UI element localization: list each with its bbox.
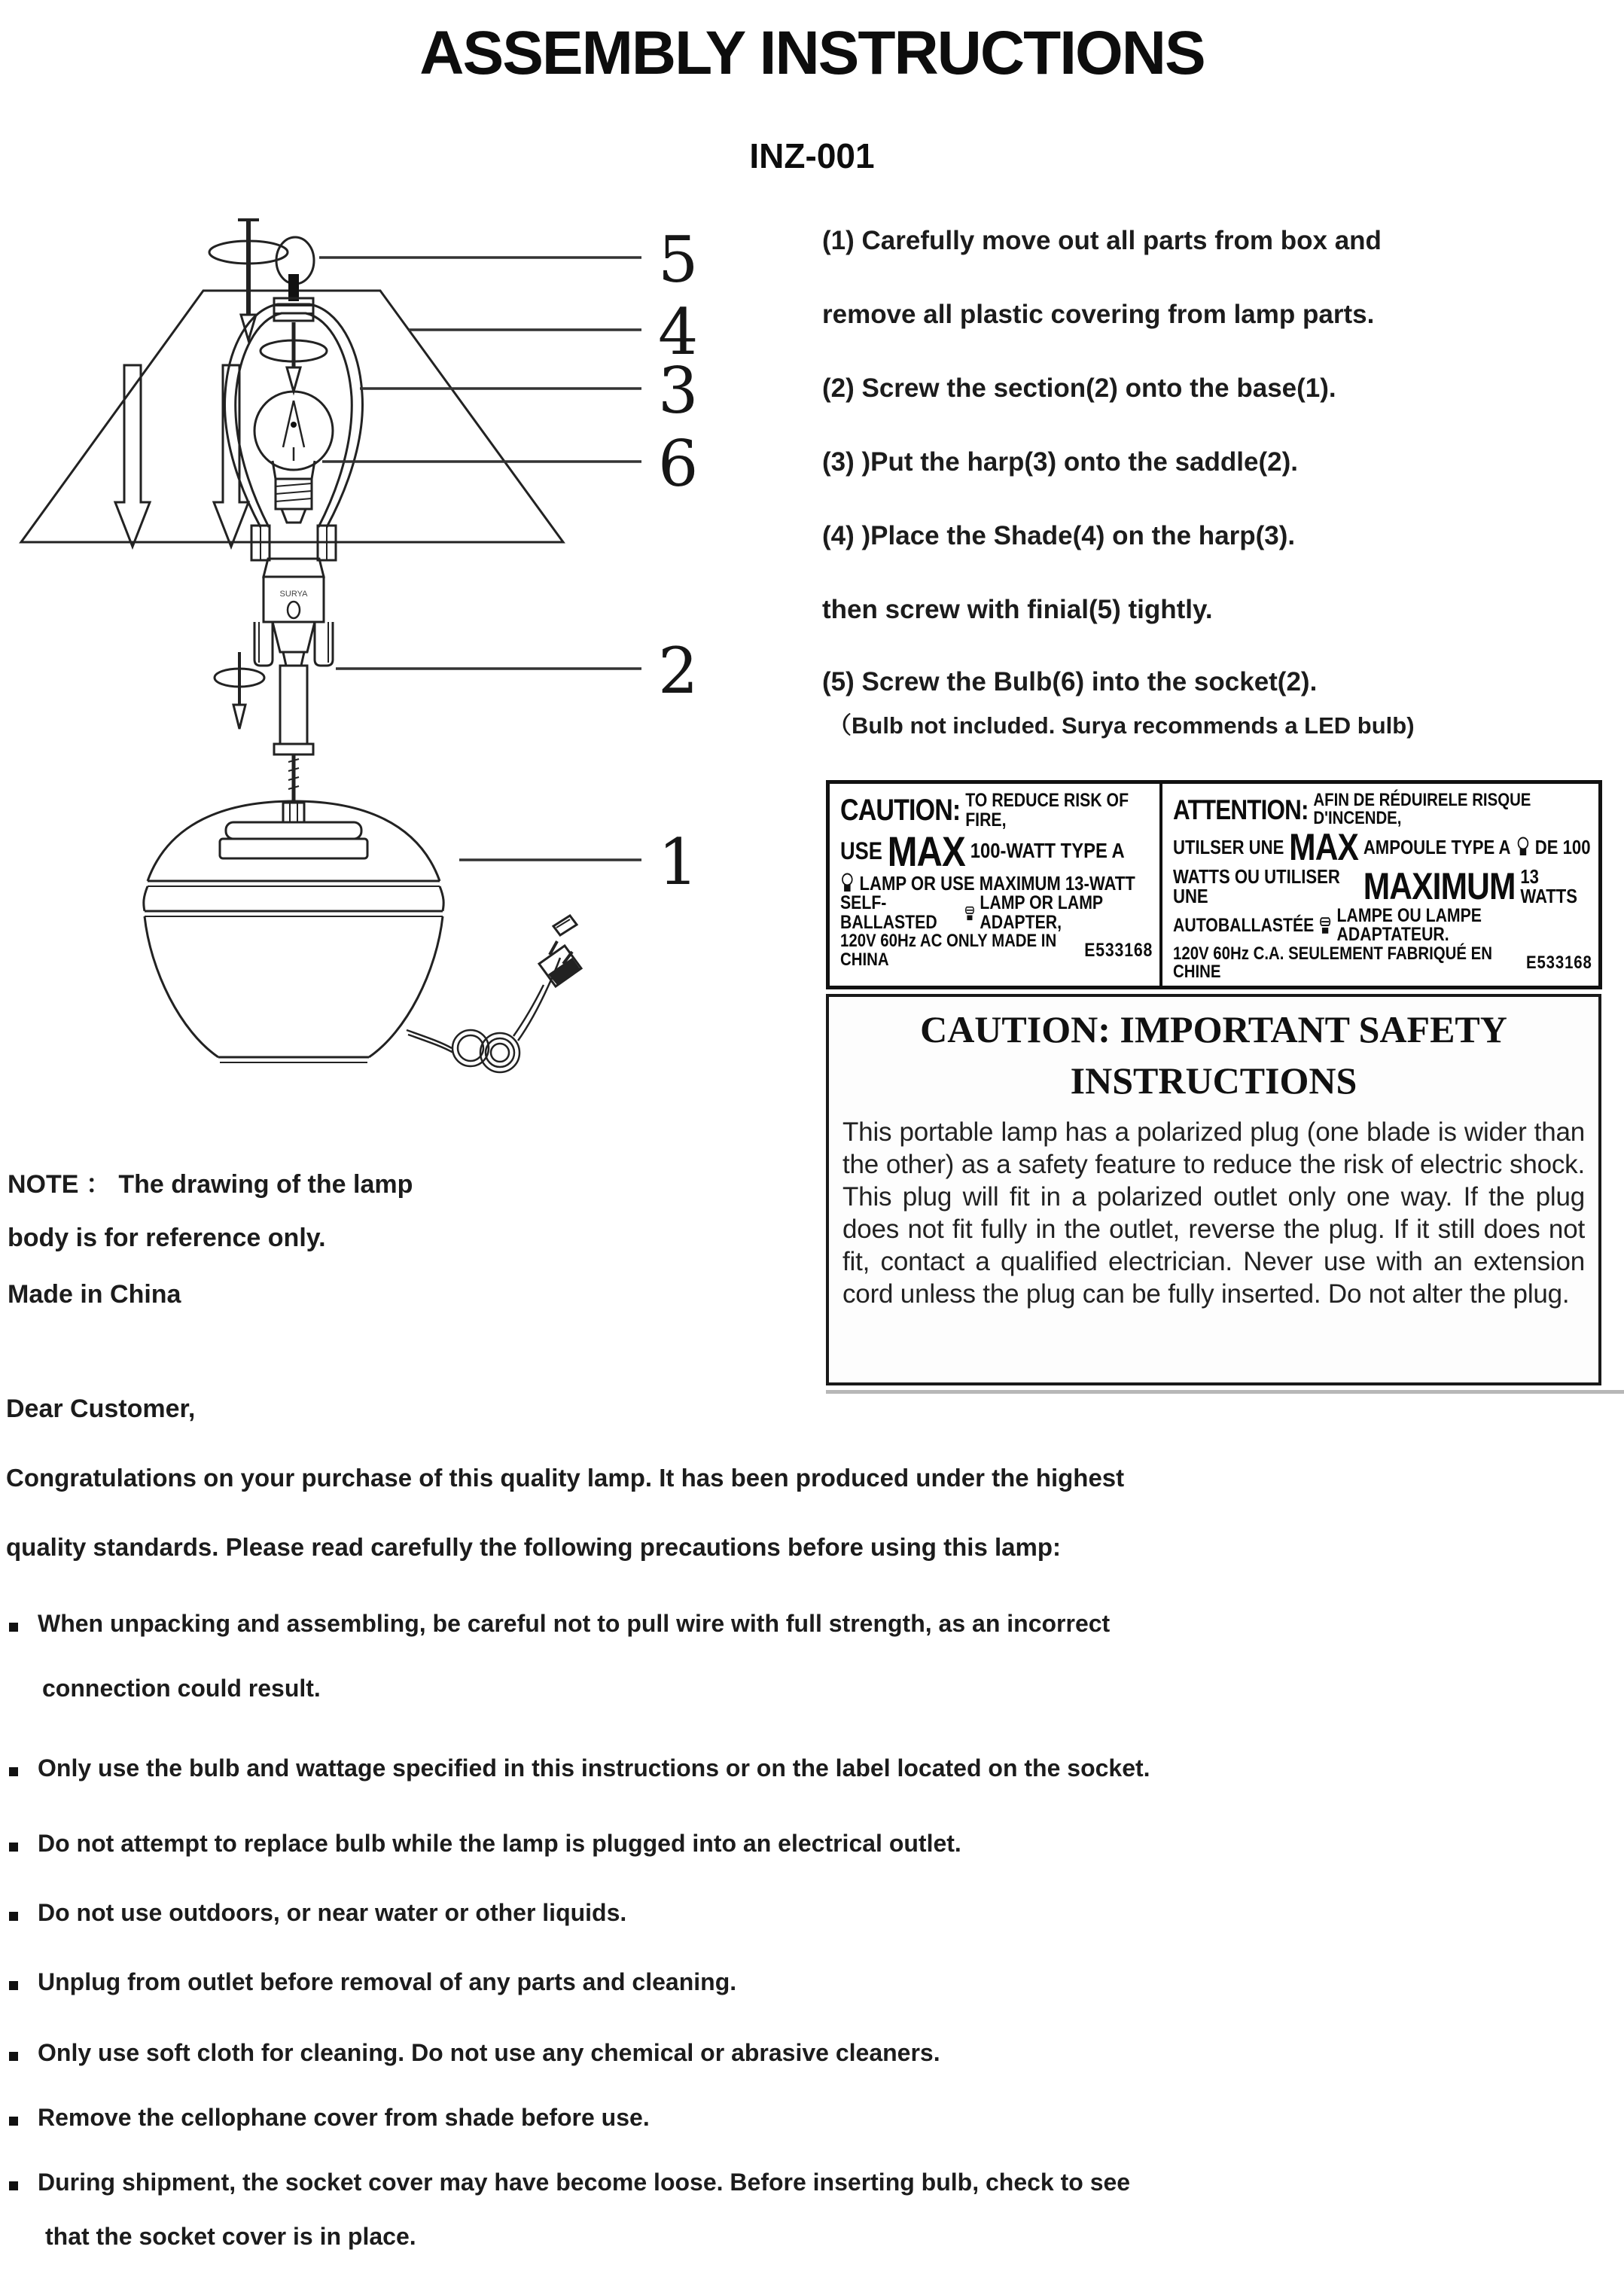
precaution-item: Do not attempt to replace bulb while the lamp is plugged into an electrical outlet. [9,1830,961,1858]
safety-heading-line2: INSTRUCTIONS [1070,1059,1357,1102]
step-line-1: (1) Carefully move out all parts from box and [822,226,1382,255]
step-line-3: (2) Screw the section(2) onto the base(1). [822,373,1336,403]
step-line-6: then screw with finial(5) tightly. [822,595,1213,624]
caution-en-cert: E533168 [1084,939,1153,961]
threaded-rod [283,754,304,822]
bullet-square-icon [9,1623,18,1632]
socket-brand-label: SURYA [279,590,308,599]
precaution-item: Only use the bulb and wattage specified in this instructions or on the label located on the socket. [9,1754,1150,1782]
step-line-4: (3) )Put the harp(3) onto the saddle(2). [822,447,1298,477]
page-title: ASSEMBLY INSTRUCTIONS [419,19,1205,87]
safety-body-text: This portable lamp has a polarized plug (one blade is wider than the other) as a safety feature to reduce the risk of electric shock. This plug will fit in a polarized outlet only one way. If the plug does not fit fully in the outlet, reverse the plug. If it still does not fit, contact a qualified electrician. Never use with an extension cord unless the plug can be fully inserted. Do not alter the plug. [842,1117,1585,1309]
caution-en-line5: 120V 60Hz AC ONLY MADE IN CHINA [840,931,1057,970]
precaution-item-continued: that the socket cover is in place. [45,2223,416,2250]
rotate-arrow-icon [261,322,327,392]
caution-en-line1: TO REDUCE RISK OF FIRE, [965,790,1129,831]
cfl-bulb-icon [964,903,974,924]
precaution-item: When unpacking and assembling, be careful not to pull wire with full strength, as an incorrect [9,1610,1110,1638]
step-line-2: remove all plastic covering from lamp parts. [822,300,1375,329]
caution-label-french [1162,784,1598,986]
bullet-square-icon [9,2181,18,2190]
precaution-item-continued: connection could result. [42,1675,321,1702]
caution-en-line3: LAMP OR USE MAXIMUM 13-WATT [859,871,1135,895]
part-label-harp: 3 [658,354,699,428]
precaution-item: Only use soft cloth for cleaning. Do not use any chemical or abrasive cleaners. [9,2039,940,2067]
caution-label-english [830,784,1162,986]
part-label-shade: 4 [658,295,699,369]
caution-fr-max: MAX [1289,825,1359,868]
bullet-square-icon [9,1981,18,1990]
cfl-bulb-icon [1319,915,1332,936]
bulb-icon [1516,837,1530,858]
precaution-item: Remove the cellophane cover from shade before use. [9,2104,650,2132]
caution-fr-line4b: LAMPE OU LAMPE ADAPTATEUR. [1336,904,1482,946]
caution-en-max: MAX [887,828,965,875]
bullet-square-icon [9,2117,18,2126]
part-label-base: 1 [658,825,699,899]
caution-fr-line1: AFIN DE RÉDUIRELE RISQUE D'INCENDE, [1313,790,1531,829]
caution-fr-cert: E533168 [1526,953,1592,974]
power-cord [407,958,560,1072]
caution-fr-line3b: 13 WATTS [1520,864,1578,908]
bullet-square-icon [9,1767,18,1776]
caution-fr-line4a: AUTOBALLASTÉE [1173,914,1315,936]
safety-heading-line1: CAUTION: IMPORTANT SAFETY [920,1008,1507,1050]
bullet-square-icon [9,1843,18,1852]
part-label-finial: 5 [658,223,699,297]
step-line-8: （Bulb not included. Surya recommends a LED bulb) [828,712,1415,739]
part-label-bulb: 6 [658,427,699,501]
bulb-icon [840,873,855,894]
note-line-3: Made in China [8,1280,181,1309]
customer-line-1: Congratulations on your purchase of this quality lamp. It has been produced under the highest [6,1464,1125,1492]
caution-en-use: USE [840,837,882,865]
safety-instructions-box [826,994,1601,1385]
model-number: INZ-001 [749,136,875,175]
step-line-5: (4) )Place the Shade(4) on the harp(3). [822,521,1296,550]
lamp-assembly-diagram [0,211,753,1152]
caution-rating-label [826,780,1602,989]
customer-greeting: Dear Customer, [6,1395,196,1423]
caution-fr-line2b: AMPOULE TYPE A [1363,836,1511,859]
caution-word: CAUTION: [840,794,961,828]
precaution-item: Do not use outdoors, or near water or other liquids. [9,1899,626,1927]
bulb-part [254,392,333,523]
part-label-section: 2 [658,634,699,708]
bullet-square-icon [9,2052,18,2061]
attention-word: ATTENTION: [1173,794,1309,825]
note-line-2: body is for reference only. [8,1224,326,1252]
scan-shadow-line [826,1390,1624,1394]
caution-fr-line5: 120V 60Hz C.A. SEULEMENT FABRIQUÉ EN CHINE [1173,943,1492,983]
lamp-base-part [144,801,443,1062]
caution-en-line4b: LAMP OR LAMP ADAPTER, [980,892,1103,933]
socket-part [254,559,333,754]
precaution-item: Unplug from outlet before removal of any parts and cleaning. [9,1968,736,1996]
down-arrow-icon [115,365,150,547]
precaution-item: During shipment, the socket cover may have become loose. Before inserting bulb, check to see [9,2169,1130,2196]
plug-icon [539,916,581,986]
caution-en-line4a: SELF-BALLASTED [840,892,937,933]
caution-fr-line2a: UTILSER UNE [1173,836,1284,859]
customer-line-2: quality standards. Please read carefully the following precautions before using this lamp: [6,1533,1061,1561]
bullet-square-icon [9,1912,18,1921]
caution-fr-maximum: MAXIMUM [1363,864,1516,907]
caution-fr-line3a: WATTS OU UTILISER UNE [1173,864,1340,908]
callout-lines [319,258,641,860]
caution-en-line2: 100-WATT TYPE A [970,839,1125,863]
caution-fr-line2c: DE 100 [1534,836,1591,859]
step-line-7: (5) Screw the Bulb(6) into the socket(2). [822,667,1318,696]
note-line-1: NOTE ： The drawing of the lamp [8,1170,413,1199]
